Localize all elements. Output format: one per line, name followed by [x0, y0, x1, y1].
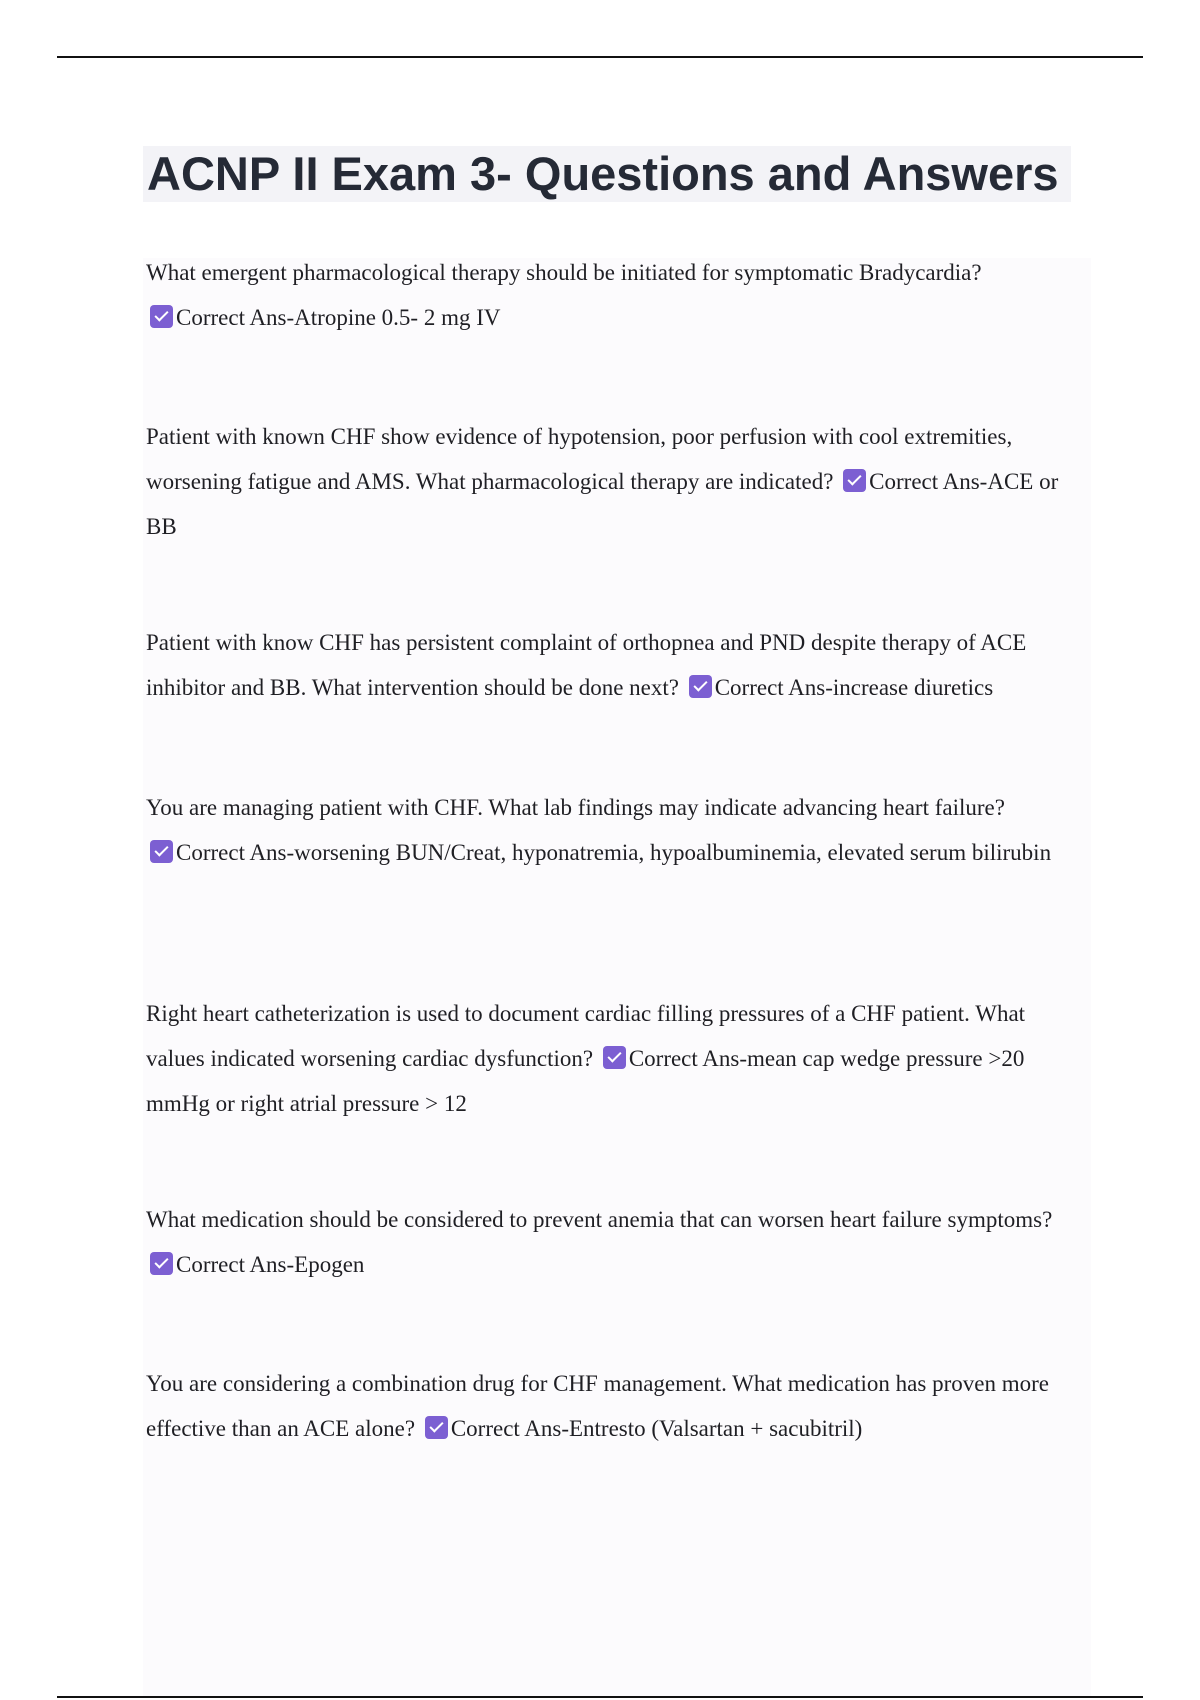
top-rule	[57, 56, 1143, 58]
qa-item-4	[146, 785, 1086, 875]
checkbox-checked-icon	[150, 305, 173, 328]
checkbox-checked-icon	[843, 469, 866, 492]
bottom-rule	[57, 1696, 1143, 1698]
answer-text: Correct Ans-worsening BUN/Creat, hyponatremia, hypoalbuminemia, elevated serum bilirubin	[176, 840, 1052, 865]
answer-text: Correct Ans-mean cap wedge pressure >20 mmHg or right atrial pressure > 12	[146, 1046, 1025, 1116]
checkbox-checked-icon	[150, 1252, 173, 1275]
qa-item-5	[146, 991, 1086, 1126]
checkbox-checked-icon	[689, 675, 712, 698]
answer-text: Correct Ans-Atropine 0.5- 2 mg IV	[176, 305, 501, 330]
qa-item-6	[146, 1197, 1086, 1287]
checkbox-checked-icon	[150, 840, 173, 863]
document-title: ACNP II Exam 3- Questions and Answers	[143, 146, 1071, 202]
checkbox-checked-icon	[603, 1046, 626, 1069]
question-text: What emergent pharmacological therapy should be initiated for symptomatic Bradycardia?	[146, 260, 982, 285]
question-text: You are managing patient with CHF. What lab findings may indicate advancing heart failure?	[146, 795, 1005, 820]
answer-text: Correct Ans-Entresto (Valsartan + sacubitril)	[450, 1416, 863, 1441]
question-text: Patient with know CHF has persistent complaint of orthopnea and PND despite therapy of ACE inhibitor and BB. What intervention should be done next?	[146, 630, 1027, 700]
question-text: What medication should be considered to prevent anemia that can worsen heart failure symptoms?	[146, 1207, 1053, 1232]
answer-text: Correct Ans-increase diuretics	[714, 675, 994, 700]
question-text: Patient with known CHF show evidence of hypotension, poor perfusion with cool extremities, worsening fatigue and AMS. What pharmacological therapy are indicated?	[146, 424, 1013, 494]
qa-item-2	[146, 414, 1086, 549]
checkbox-checked-icon	[425, 1416, 448, 1439]
qa-item-1	[146, 250, 1086, 340]
qa-item-3	[146, 620, 1086, 710]
answer-text: Correct Ans-ACE or BB	[146, 469, 1059, 539]
qa-item-7	[146, 1361, 1086, 1451]
question-text: You are considering a combination drug for CHF management. What medication has proven more effective than an ACE alone?	[146, 1371, 1049, 1441]
question-text: Right heart catheterization is used to document cardiac filling pressures of a CHF patient. What values indicated worsening cardiac dysfunction?	[146, 1001, 1026, 1071]
answer-text: Correct Ans-Epogen	[176, 1252, 365, 1277]
